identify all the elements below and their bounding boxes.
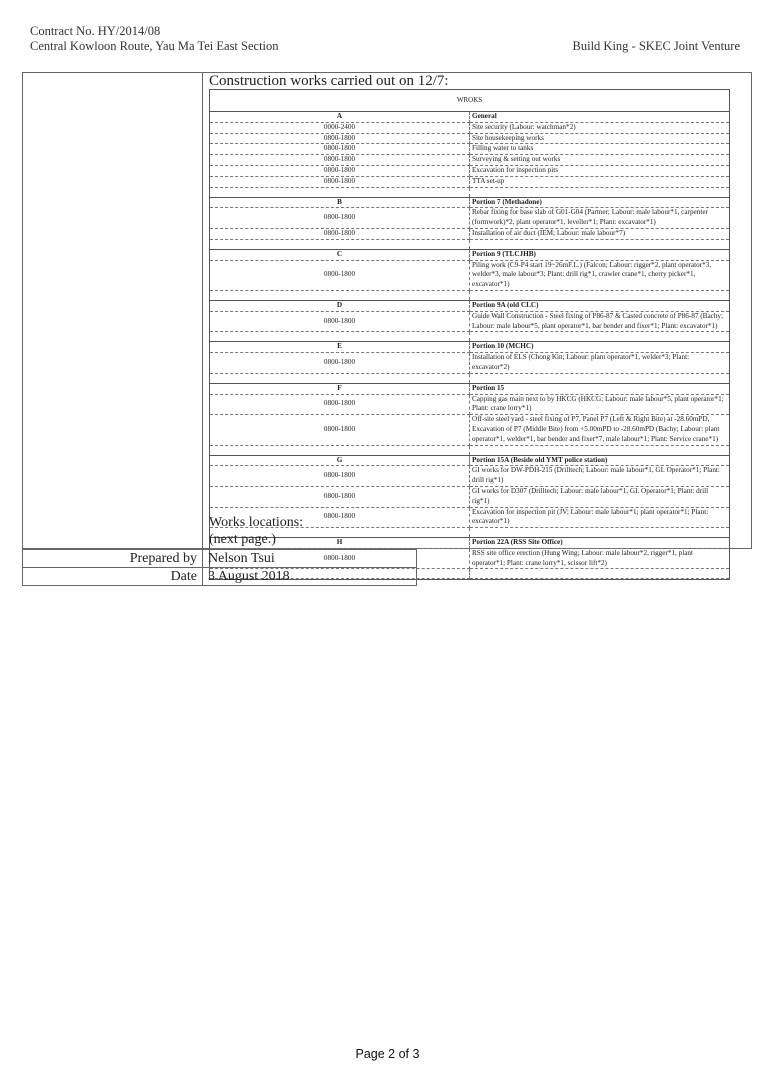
section-header-row [210,300,729,311]
work-row [210,466,729,487]
spacer-cell [210,239,470,249]
date-label: Date [23,568,203,586]
work-description: RSS site office erection (Hung Wing; Labour: male labour*2, rigger*1, plant operator*1; Plant: crane lorry*1, scissor lift*2) [470,548,730,569]
work-time: 0800-1800 [210,507,470,528]
work-description: Installation of ELS (Chong Kin; Labour: plant operator*1, welder*3; Plant: excavator*2) [470,353,730,374]
section-header-row [210,455,729,466]
section-name: General [470,112,730,123]
section-name: Portion 15A (Beside old YMT police station) [470,455,730,466]
section-header-row [210,197,729,208]
section-code: H [210,538,470,549]
work-time: 0800-1800 [210,165,470,176]
spacer-cell [470,187,730,197]
work-description: Excavation for inspection pits [470,165,730,176]
work-description: GI works for DW-PDH-215 (Drilltech; Labour: male labour*1, GI. Operator*1; Plant: drill rig*1) [470,466,730,487]
section-name: Portion 7 (Methadone) [470,197,730,208]
work-description: Installation of air duct (IEM; Labour: male labour*7) [470,228,730,239]
spacer-cell [210,332,470,342]
works-table [209,89,730,580]
work-time: 0800-1800 [210,415,470,445]
prepared-by-label: Prepared by [23,550,203,568]
spacer-row [210,332,729,342]
work-row [210,155,729,166]
section-header-row [210,383,729,394]
work-time: 0800-1800 [210,260,470,290]
work-row [210,176,729,187]
prepared-by-value: Nelson Tsui [203,550,417,568]
work-row [210,486,729,507]
work-time: 0800-1800 [210,133,470,144]
work-time: 0800-1800 [210,176,470,187]
work-row [210,144,729,155]
date-value: 3 August 2018 [203,568,417,586]
section-code: B [210,197,470,208]
section-code: G [210,455,470,466]
work-description: Surveying & setting out works [470,155,730,166]
works-caption-row [210,90,729,112]
section-title: Construction works carried out on 12/7: [209,73,449,89]
work-time: 0800-1800 [210,155,470,166]
frame-divider [202,73,203,548]
section-header-row [210,249,729,260]
section-header-row [210,342,729,353]
spacer-row [210,445,729,455]
work-description: Off-site steel yard - steel fixing of P7, Panel P7 (Left & Right Bite) at -28.60mPD, Excavation of P7 (Middle Bite) from +5.00mPD to -28.60mPD (Bachy; Labour: plant operator*1, welder*1, bar bender and fixer*7, male labour*1; Plant: Service crane*1) [470,415,730,445]
spacer-cell [210,373,470,383]
work-time: 0800-1800 [210,466,470,487]
signoff-table [22,549,417,586]
next-page-note: (next page.) [209,532,276,547]
work-row [210,260,729,290]
work-row [210,165,729,176]
work-description: Capping gas main next to by HKCG (HKCG; Labour: male labour*5, plant operator*1; Plant: crane lorry*1) [470,394,730,415]
section-name: Portion 15 [470,383,730,394]
work-description: Filling water to tanks [470,144,730,155]
project-name: Central Kowloon Route, Yau Ma Tei East Section [30,39,279,53]
spacer-cell [210,445,470,455]
work-time: 0800-1800 [210,228,470,239]
work-description: Rebar fixing for base slab of G01-G04 (Partner; Labour: male labour*1, carpenter (formwork)*2, plant operator*1, leveller*1; Plant: excavator*1) [470,208,730,229]
spacer-cell [210,187,470,197]
spacer-cell [470,445,730,455]
prepared-row [23,550,417,568]
work-time: 0800-1800 [210,311,470,332]
date-row [23,568,417,586]
document-header [30,24,279,54]
work-description: Site housekeeping works [470,133,730,144]
work-time: 0800-1800 [210,548,470,569]
page-number: Page 2 of 3 [355,1047,420,1061]
spacer-cell [470,528,730,538]
section-name: Portion 9 (TLCJHB) [470,249,730,260]
spacer-row [210,373,729,383]
contract-number: Contract No. HY/2014/08 [30,24,161,38]
spacer-cell [470,290,730,300]
section-header-row [210,112,729,123]
work-time: 0800-1800 [210,353,470,374]
work-description: TTA set-up [470,176,730,187]
spacer-cell [470,569,730,579]
work-time: 0000-2400 [210,122,470,133]
work-row [210,311,729,332]
section-name: Portion 9A (old CLC) [470,300,730,311]
work-time: 0800-1800 [210,144,470,155]
spacer-cell [470,332,730,342]
spacer-cell [470,373,730,383]
spacer-cell [470,239,730,249]
spacer-cell [210,290,470,300]
work-row [210,415,729,445]
section-code: E [210,342,470,353]
section-code: C [210,249,470,260]
work-row [210,122,729,133]
work-description: GI works for D307 (Drilltech; Labour: male labour*1, GI. Operator*1; Plant: drill rig*1) [470,486,730,507]
work-row [210,353,729,374]
spacer-row [210,290,729,300]
section-code: A [210,112,470,123]
works-table-body [210,90,729,579]
section-code: F [210,383,470,394]
work-row [210,208,729,229]
work-time: 0800-1800 [210,394,470,415]
section-code: D [210,300,470,311]
work-time: 0800-1800 [210,486,470,507]
work-description: Excavation for inspection pit (JV; Labour: male labour*1; plant operator*1; Plant: excavator*1) [470,507,730,528]
works-caption: WROKS [210,90,729,112]
section-name: Portion 22A (RSS Site Office) [470,538,730,549]
section-name: Portion 10 (MCHC) [470,342,730,353]
work-row [210,394,729,415]
contractor-name: Build King - SKEC Joint Venture [572,39,740,53]
work-description: Piling work (C9-P4 start 19~26mF.L.) (Falcon; Labour: rigger*2, plant operator*3, welder*3, male labour*3; Plant: drill rig*1, crawler crane*1, cherry picker*1, excavator*1) [470,260,730,290]
work-description: Guide Wall Construction - Steel fixing of P86-87 & Casted concrete of P86-87 (Bachy; Labour: male labour*5, plant operator*1, bar bender and fixer*1; Plant: excavator*1) [470,311,730,332]
spacer-row [210,239,729,249]
work-time: 0800-1800 [210,208,470,229]
work-description: Site security (Labour: watchman*2) [470,122,730,133]
spacer-row [210,187,729,197]
work-row [210,228,729,239]
works-locations-label: Works locations: [209,515,304,530]
work-row [210,133,729,144]
section-header-row [210,538,729,549]
